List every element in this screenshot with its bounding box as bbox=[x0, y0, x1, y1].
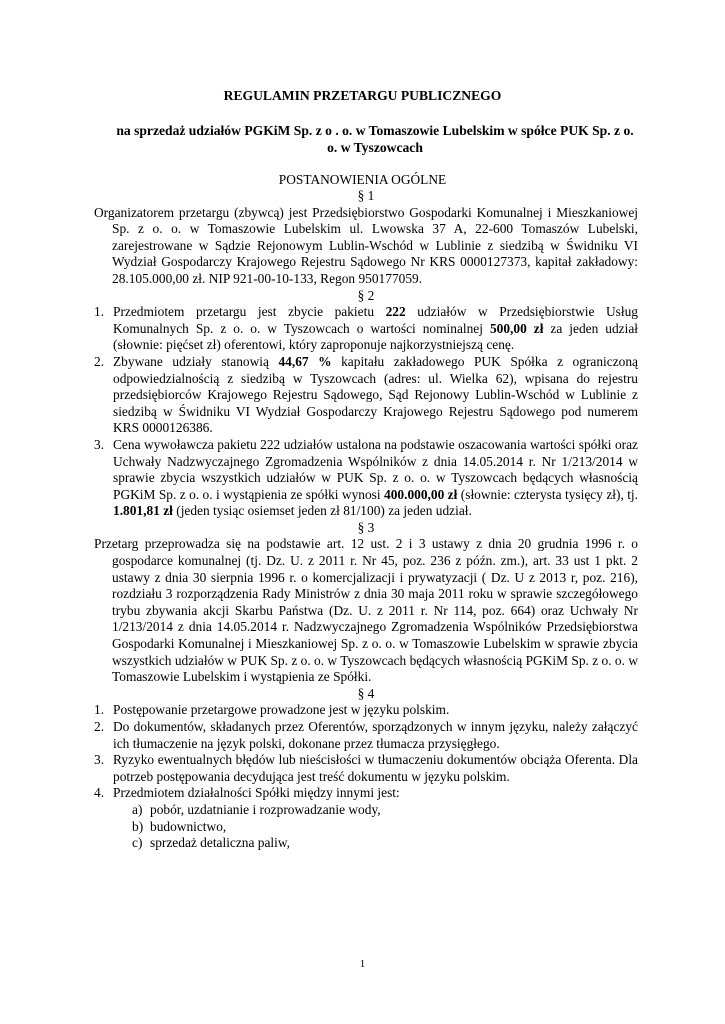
subitem-text: sprzedaż detaliczna paliw, bbox=[150, 835, 291, 851]
item-number: 1. bbox=[94, 304, 105, 320]
paragraph-3-text: Przetarg przeprowadza się na podstawie art. 12 ust. 2 i 3 ustawy z dnia 20 grudnia 1996 r. o gospodarce komunalnej (tj. Dz. U. z 2011 r. Nr 45, poz. 236 z późn. zm.), art. 33 ust 1 pkt. 2 ustawy z dnia 30 sierpnia 1996 r. o komercjalizacji i prywatyzacji ( Dz. U z 2013 r, poz. 216), rozdziału 3 rozporządzenia Rady Ministrów z dnia 30 maja 2011 roku w sprawie szczegółowego trybu zbywania akcji Skarbu Państwa (Dz. U. z 2011 r. Nr 114, poz. 664) oraz Uchwały Nr 1/213/2014 z dnia 14.05.2014 r. Nadzwyczajnego Zgromadzenia Wspólników Przedsiębiorstwa Gospodarki Komunalnej i Mieszkaniowej Sp. z o. o. w Tomaszowie Lubelskim w sprawie zbycia wszystkich udziałów w PUK Sp. z o. o. w Tyszowcach będących własnością PGKiM Sp. z o. o. w Tomaszowie Lubelskim i wystąpienia ze Spółki. bbox=[94, 536, 638, 685]
item-number: 1. bbox=[94, 702, 105, 718]
item-number: 2. bbox=[94, 719, 105, 734]
paragraph-1-heading: § 1 bbox=[357, 188, 375, 203]
paragraph-4-sublist bbox=[94, 802, 638, 852]
document-subtitle: na sprzedaż udziałów PGKiM Sp. z o . o. w Tomaszowie Lubelskim w spółce PUK Sp. z o. o. w Tyszowcach bbox=[116, 123, 634, 155]
item-bold-text: 400.000,00 zł bbox=[384, 486, 458, 502]
list-item bbox=[94, 702, 638, 719]
page-number: 1 bbox=[359, 958, 366, 970]
item-text: udziałów w Przedsiębiorstwie Usług Komunalnych Sp. z o. o. w Tyszowcach o wartości nominalnej bbox=[113, 304, 638, 336]
list-item bbox=[94, 719, 638, 752]
paragraph-1-text: Organizatorem przetargu (zbywcą) jest Przedsiębiorstwo Gospodarki Komunalnej i Mieszkaniowej Sp. z o. o. w Tomaszowie Lubelskim ul. Lwowska 37 A, 22-600 Tomaszów Lubelski, zarejestrowane w Sądzie Rejonowym Lublin-Wschód w Lublinie z siedzibą w Świdniku VI Wydział Gospodarczy Krajowego Rejestru Sądowego Nr KRS 0000127373, kapitał zakładowy: 28.105.000,00 zł. NIP 921-00-10-133, Regon 950177059. bbox=[94, 204, 638, 286]
paragraph-2-heading: § 2 bbox=[357, 287, 375, 303]
item-text: Do dokumentów, składanych przez Oferentów, sporządzonych w innym języku, należy załączyć ich tłumaczenie na język polski, dokonane przez tłumacza przysięgłego. bbox=[113, 719, 638, 751]
item-text: Ryzyko ewentualnych błędów lub nieścisłości w tłumaczeniu dokumentów obciąża Oferenta. Dla potrzeb postępowania decydująca jest treść dokumentu w języku polskim. bbox=[113, 752, 638, 784]
paragraph-4-list bbox=[94, 702, 638, 802]
item-text: Przedmiotem przetargu jest zbycie pakietu bbox=[113, 304, 386, 320]
item-text: Cena wywoławcza pakietu 222 udziałów ustalona na podstawie oszacowania wartości spółki oraz Uchwały Nadzwyczajnego Zgromadzenia Wspólników z dnia 14.05.2014 r. Nr 1/213/2014 w sprawie zbycia wszystkich udziałów w PUK Sp. z o. o. w Tyszowcach będących własnością PGKiM Sp. z o. o. i wystąpienia ze spółki wynosi bbox=[113, 436, 638, 502]
list-item bbox=[94, 304, 638, 354]
subitem-letter: a) bbox=[132, 801, 143, 817]
item-bold-text: 500,00 zł bbox=[489, 320, 544, 336]
subitem-letter: c) bbox=[132, 835, 143, 851]
document-title: REGULAMIN PRZETARGU PUBLICZNEGO bbox=[223, 88, 502, 103]
sublist-item bbox=[132, 802, 638, 819]
section-title: POSTANOWIENIA OGÓLNE bbox=[278, 172, 447, 187]
document-body bbox=[94, 188, 638, 852]
paragraph-4-heading: § 4 bbox=[357, 685, 375, 701]
item-text: (słownie: czterysta tysięcy zł), tj. bbox=[457, 486, 639, 502]
item-bold-text: 1.801,81 zł bbox=[113, 503, 173, 519]
list-item bbox=[94, 354, 638, 437]
item-text: Postępowanie przetargowe prowadzone jest w języku polskim. bbox=[113, 702, 450, 718]
paragraph-2-list bbox=[94, 304, 638, 520]
item-bold-text: 222 bbox=[385, 304, 406, 320]
item-number: 3. bbox=[94, 436, 105, 452]
item-text: Przedmiotem działalności Spółki między innymi jest: bbox=[113, 785, 400, 801]
item-number: 4. bbox=[94, 785, 105, 801]
item-text: kapitału zakładowego PUK Spółka z ograniczoną odpowiedzialnością z siedzibą w Tyszowcach (adres: ul. Wielka 62), wpisana do rejestru przedsiębiorców Krajowego Rejestru Sądowego, Sąd Rejonowy Lublin-Wschód w Lublinie z siedzibą w Świdniku VI Wydział Gospodarczy Krajowego Rejestru Sądowego pod numerem KRS 0000126386. bbox=[113, 353, 638, 436]
item-number: 3. bbox=[94, 752, 105, 768]
item-text: Zbywane udziały stanowią bbox=[113, 353, 279, 369]
sublist-item bbox=[132, 819, 638, 836]
list-item bbox=[94, 785, 638, 802]
item-number: 2. bbox=[94, 353, 105, 369]
subitem-text: pobór, uzdatnianie i rozprowadzanie wody, bbox=[150, 801, 381, 817]
sublist-item bbox=[132, 835, 638, 852]
subitem-letter: b) bbox=[132, 818, 144, 834]
paragraph-3-heading: § 3 bbox=[357, 519, 375, 535]
list-item bbox=[94, 752, 638, 785]
item-bold-text: 44,67 % bbox=[278, 353, 332, 369]
item-text: (jeden tysiąc osiemset jeden zł 81/100) za jeden udział. bbox=[172, 503, 472, 519]
list-item bbox=[94, 437, 638, 520]
item-text: za jeden udział (słownie: pięćset zł) oferentowi, który zaproponuje najkorzystniejszą cenę. bbox=[113, 320, 638, 353]
subitem-text: budownictwo, bbox=[150, 818, 227, 834]
